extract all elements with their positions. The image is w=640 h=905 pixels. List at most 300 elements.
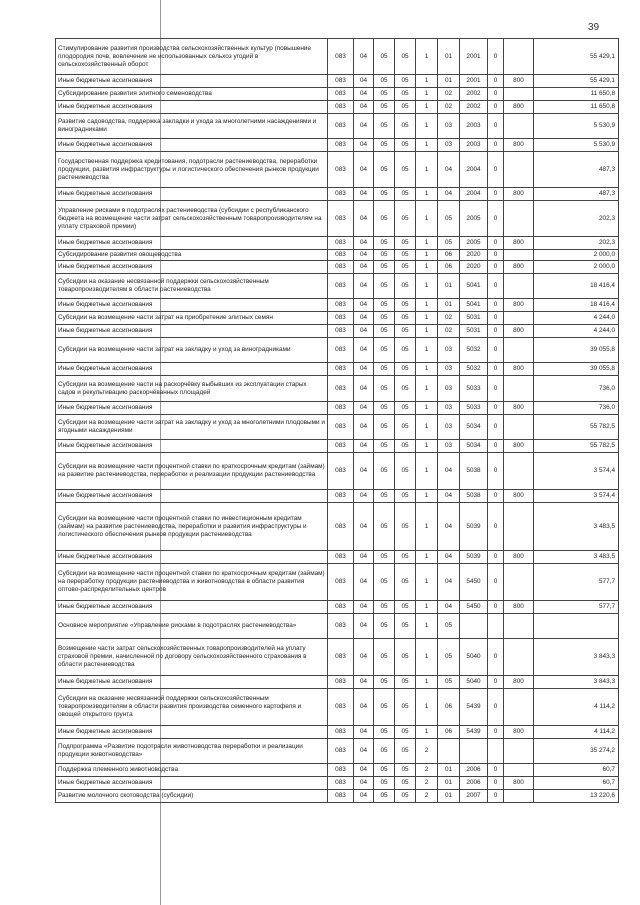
table-cell-amount: 13 220,6 <box>534 790 619 803</box>
table-cell-subsection: 05 <box>374 726 395 739</box>
table-cell-amount: 4 114,2 <box>534 726 619 739</box>
table-cell-subprogram: 1 <box>416 614 438 639</box>
table-cell-direction: 5450 <box>460 601 488 614</box>
table-cell-event: 03 <box>438 363 460 376</box>
table-row <box>56 250 619 261</box>
table-cell-subsection: 05 <box>374 601 395 614</box>
table-cell-expense-type <box>504 415 534 440</box>
table-cell-direction: 2002 <box>460 101 488 114</box>
table-cell-program: 05 <box>395 75 416 88</box>
table-cell-ministry: 083 <box>328 490 354 503</box>
table-cell-direction: 5034 <box>460 440 488 453</box>
table-cell-section: 04 <box>354 188 374 201</box>
table-cell-zero: 0 <box>488 777 504 790</box>
table-cell-subprogram: 1 <box>416 237 438 250</box>
table-cell-zero: 0 <box>488 101 504 114</box>
table-cell-expense-type: 800 <box>504 551 534 564</box>
table-cell-zero: 0 <box>488 250 504 261</box>
table-row <box>56 39 619 75</box>
table-cell-name: Иные бюджетные ассигнования <box>56 261 328 274</box>
table-cell-ministry: 083 <box>328 237 354 250</box>
table-cell-expense-type <box>504 338 534 363</box>
table-row <box>56 415 619 440</box>
table-cell-name: Субсидии на возмещение части на раскорчёвку выбывших из эксплуатации старых садов и рекультивацию раскорчёванных площадей <box>56 376 328 402</box>
table-row <box>56 188 619 201</box>
table-cell-event: 02 <box>438 88 460 101</box>
table-cell-section: 04 <box>354 376 374 402</box>
table-cell-subsection: 05 <box>374 188 395 201</box>
table-cell-name: Стимулирование развития производства сельскохозяйственных культур (повышение плодородия почв, вовлечение не использованных сельхоз угодий в сельскохозяйственный оборот <box>56 39 328 75</box>
table-cell-ministry: 083 <box>328 312 354 325</box>
table-cell-event: 01 <box>438 777 460 790</box>
table-cell-program: 05 <box>395 363 416 376</box>
table-cell-direction: 2006 <box>460 764 488 777</box>
table-cell-direction: 5439 <box>460 726 488 739</box>
table-cell-direction: 5034 <box>460 415 488 440</box>
table-cell-amount: 202,3 <box>534 237 619 250</box>
table-cell-expense-type: 800 <box>504 237 534 250</box>
table-cell-event: 05 <box>438 237 460 250</box>
table-cell-subsection: 05 <box>374 299 395 312</box>
table-cell-section: 04 <box>354 551 374 564</box>
table-cell-subsection: 05 <box>374 139 395 152</box>
table-cell-zero: 0 <box>488 440 504 453</box>
table-cell-subsection: 05 <box>374 764 395 777</box>
table-cell-section: 04 <box>354 564 374 601</box>
table-cell-amount: 11 650,8 <box>534 88 619 101</box>
table-cell-subsection: 05 <box>374 261 395 274</box>
table-cell-amount: 3 843,3 <box>534 676 619 689</box>
table-cell-event: 03 <box>438 376 460 402</box>
table-cell-program: 05 <box>395 676 416 689</box>
table-cell-section: 04 <box>354 250 374 261</box>
table-cell-name: Субсидии на оказание несвязанной поддержки сельскохозяйственным товаропроизводителям в области растениеводства <box>56 274 328 299</box>
table-cell-subsection: 05 <box>374 114 395 139</box>
table-cell-event: 01 <box>438 39 460 75</box>
table-cell-program: 05 <box>395 415 416 440</box>
table-cell-program: 05 <box>395 188 416 201</box>
table-cell-amount: 577,7 <box>534 564 619 601</box>
table-cell-name: Иные бюджетные ассигнования <box>56 237 328 250</box>
table-cell-event: 04 <box>438 551 460 564</box>
table-cell-section: 04 <box>354 490 374 503</box>
table-cell-amount: 4 114,2 <box>534 689 619 726</box>
table-cell-subsection: 05 <box>374 639 395 676</box>
table-cell-zero: 0 <box>488 299 504 312</box>
table-cell-subprogram: 1 <box>416 299 438 312</box>
table-cell-subsection: 05 <box>374 101 395 114</box>
table-cell-program: 05 <box>395 601 416 614</box>
table-cell-expense-type <box>504 250 534 261</box>
table-cell-section: 04 <box>354 363 374 376</box>
table-cell-amount: 55 782,5 <box>534 415 619 440</box>
table-cell-expense-type: 800 <box>504 188 534 201</box>
table-cell-amount: 11 650,8 <box>534 101 619 114</box>
table-cell-zero: 0 <box>488 551 504 564</box>
table-cell-event: 06 <box>438 250 460 261</box>
table-cell-event: 01 <box>438 764 460 777</box>
table-cell-section: 04 <box>354 325 374 338</box>
table-cell-subprogram: 1 <box>416 39 438 75</box>
table-cell-ministry: 083 <box>328 139 354 152</box>
table-row <box>56 764 619 777</box>
table-cell-expense-type <box>504 614 534 639</box>
table-cell-amount: 3 574,4 <box>534 453 619 490</box>
table-cell-zero: 0 <box>488 201 504 237</box>
table-cell-amount: 3 483,5 <box>534 503 619 551</box>
table-cell-ministry: 083 <box>328 790 354 803</box>
table-cell-amount: 35 274,2 <box>534 739 619 764</box>
table-cell-ministry: 083 <box>328 39 354 75</box>
table-cell-zero: 0 <box>488 312 504 325</box>
table-cell-ministry: 083 <box>328 201 354 237</box>
table-cell-expense-type <box>504 453 534 490</box>
table-cell-section: 04 <box>354 764 374 777</box>
table-cell-section: 04 <box>354 453 374 490</box>
table-cell-amount: 202,3 <box>534 201 619 237</box>
table-cell-subprogram: 1 <box>416 88 438 101</box>
table-cell-subprogram: 1 <box>416 551 438 564</box>
table-cell-direction: 2006 <box>460 777 488 790</box>
table-cell-name: Субсидирование развития овощеводства <box>56 250 328 261</box>
table-cell-amount: 3 574,4 <box>534 490 619 503</box>
table-cell-name: Иные бюджетные ассигнования <box>56 601 328 614</box>
table-cell-event: 03 <box>438 415 460 440</box>
table-cell-subsection: 05 <box>374 689 395 726</box>
table-cell-subprogram: 1 <box>416 564 438 601</box>
table-row <box>56 503 619 551</box>
table-row <box>56 402 619 415</box>
table-cell-direction: 5033 <box>460 376 488 402</box>
table-cell-subprogram: 2 <box>416 790 438 803</box>
table-row <box>56 338 619 363</box>
table-cell-subprogram: 2 <box>416 764 438 777</box>
table-cell-direction: 5450 <box>460 564 488 601</box>
table-cell-subsection: 05 <box>374 250 395 261</box>
table-cell-subprogram: 1 <box>416 101 438 114</box>
table-row <box>56 88 619 101</box>
table-cell-ministry: 083 <box>328 564 354 601</box>
table-cell-zero: 0 <box>488 88 504 101</box>
table-cell-expense-type: 800 <box>504 325 534 338</box>
table-cell-amount: 487,3 <box>534 152 619 188</box>
table-cell-zero: 0 <box>488 676 504 689</box>
table-cell-zero: 0 <box>488 564 504 601</box>
table-cell-amount: 3 843,3 <box>534 639 619 676</box>
table-cell-section: 04 <box>354 639 374 676</box>
table-cell-name: Субсидии на возмещение части процентной ставки по краткосрочным кредитам (займам) на переработку продукции растениеводства и животноводства в области развития оптово-распределительных центров <box>56 564 328 601</box>
table-cell-ministry: 083 <box>328 676 354 689</box>
table-cell-zero: 0 <box>488 261 504 274</box>
table-row <box>56 299 619 312</box>
table-cell-subprogram: 1 <box>416 75 438 88</box>
table-cell-subprogram: 1 <box>416 726 438 739</box>
table-row <box>56 490 619 503</box>
table-cell-program: 05 <box>395 453 416 490</box>
table-cell-direction: 2020 <box>460 250 488 261</box>
table-cell-subprogram: 1 <box>416 139 438 152</box>
table-row <box>56 114 619 139</box>
table-cell-subprogram: 1 <box>416 325 438 338</box>
table-row <box>56 639 619 676</box>
table-cell-section: 04 <box>354 739 374 764</box>
table-cell-amount: 55 429,1 <box>534 39 619 75</box>
table-cell-event: 04 <box>438 188 460 201</box>
table-cell-subsection: 05 <box>374 415 395 440</box>
table-cell-name: Управление рисками в подотраслях растениеводства (субсидии с республиканского бюджета на возмещение части затрат сельскохозяйственным товаропроизводителям на уплату страховой премии) <box>56 201 328 237</box>
table-cell-ministry: 083 <box>328 299 354 312</box>
table-cell-zero: 0 <box>488 39 504 75</box>
table-cell-subsection: 05 <box>374 325 395 338</box>
table-cell-section: 04 <box>354 261 374 274</box>
table-cell-zero: 0 <box>488 490 504 503</box>
table-cell-ministry: 083 <box>328 726 354 739</box>
table-cell-name: Субсидии на оказание несвязанной поддержки сельскохозяйственным товаропроизводителям в области развития производства семенного картофеля и овощей открытого грунта <box>56 689 328 726</box>
table-cell-amount: 577,7 <box>534 601 619 614</box>
table-cell-name: Основное мероприятие «Управление рисками в подотраслях растениеводства» <box>56 614 328 639</box>
table-cell-direction <box>460 614 488 639</box>
table-cell-zero <box>488 739 504 764</box>
table-cell-amount: 18 416,4 <box>534 274 619 299</box>
table-cell-subsection: 05 <box>374 453 395 490</box>
table-cell-section: 04 <box>354 101 374 114</box>
table-cell-amount: 5 530,9 <box>534 114 619 139</box>
table-cell-direction <box>460 739 488 764</box>
table-cell-name: Иные бюджетные ассигнования <box>56 402 328 415</box>
table-cell-expense-type <box>504 152 534 188</box>
table-cell-ministry: 083 <box>328 453 354 490</box>
table-row <box>56 440 619 453</box>
table-cell-direction: 5031 <box>460 325 488 338</box>
table-row <box>56 739 619 764</box>
table-cell-expense-type: 800 <box>504 601 534 614</box>
table-cell-direction: 2005 <box>460 237 488 250</box>
table-cell-section: 04 <box>354 312 374 325</box>
table-cell-section: 04 <box>354 440 374 453</box>
table-cell-name: Иные бюджетные ассигнования <box>56 726 328 739</box>
table-cell-subsection: 05 <box>374 440 395 453</box>
table-cell-event: 04 <box>438 453 460 490</box>
table-cell-direction: 5039 <box>460 551 488 564</box>
table-cell-subprogram: 1 <box>416 250 438 261</box>
table-cell-program: 05 <box>395 201 416 237</box>
table-cell-name: Подпрограмма «Развитие подотрасли животноводства переработки и реализации продукции животноводства» <box>56 739 328 764</box>
table-cell-program: 05 <box>395 503 416 551</box>
table-cell-subsection: 05 <box>374 564 395 601</box>
table-cell-zero: 0 <box>488 338 504 363</box>
table-cell-section: 04 <box>354 415 374 440</box>
table-cell-program: 05 <box>395 777 416 790</box>
table-cell-amount: 60,7 <box>534 777 619 790</box>
table-cell-subprogram: 1 <box>416 676 438 689</box>
table-row <box>56 201 619 237</box>
table-cell-zero: 0 <box>488 139 504 152</box>
table-cell-name: Государственная поддержка кредитования, подотрасли растениеводства, переработки продукции, развития инфраструктуры и логистического обеспечения рынков продукции растениеводства <box>56 152 328 188</box>
table-cell-expense-type <box>504 201 534 237</box>
table-cell-subprogram: 1 <box>416 338 438 363</box>
table-cell-zero: 0 <box>488 325 504 338</box>
table-cell-subsection: 05 <box>374 88 395 101</box>
table-cell-program: 05 <box>395 764 416 777</box>
table-cell-ministry: 083 <box>328 376 354 402</box>
table-cell-section: 04 <box>354 726 374 739</box>
table-cell-subprogram: 1 <box>416 114 438 139</box>
table-cell-section: 04 <box>354 614 374 639</box>
table-cell-expense-type: 800 <box>504 139 534 152</box>
table-cell-subprogram: 1 <box>416 453 438 490</box>
table-cell-event: 02 <box>438 325 460 338</box>
table-cell-expense-type: 800 <box>504 261 534 274</box>
table-cell-program: 05 <box>395 274 416 299</box>
table-row <box>56 274 619 299</box>
table-cell-amount: 4 244,0 <box>534 312 619 325</box>
table-cell-expense-type: 800 <box>504 299 534 312</box>
table-cell-event: 04 <box>438 564 460 601</box>
page-number: 39 <box>588 22 600 33</box>
table-cell-expense-type: 800 <box>504 777 534 790</box>
table-row <box>56 376 619 402</box>
table-cell-subprogram: 2 <box>416 739 438 764</box>
table-cell-amount: 736,0 <box>534 376 619 402</box>
table-cell-name: Субсидии на возмещение части процентной ставки по краткосрочным кредитам (займам) на развитие растениеводства, переработки и реализации продукции растениеводства <box>56 453 328 490</box>
table-cell-direction: 5040 <box>460 639 488 676</box>
table-cell-zero: 0 <box>488 376 504 402</box>
table-cell-name: Субсидирование развития элитного семеноводства <box>56 88 328 101</box>
table-cell-direction: 2005 <box>460 201 488 237</box>
table-cell-section: 04 <box>354 88 374 101</box>
table-cell-event: 01 <box>438 75 460 88</box>
table-cell-section: 04 <box>354 152 374 188</box>
table-row <box>56 614 619 639</box>
table-cell-direction: 2004 <box>460 188 488 201</box>
table-cell-program: 05 <box>395 639 416 676</box>
table-cell-name: Иные бюджетные ассигнования <box>56 551 328 564</box>
table-cell-ministry: 083 <box>328 601 354 614</box>
table-row <box>56 777 619 790</box>
table-row <box>56 453 619 490</box>
table-cell-expense-type: 800 <box>504 726 534 739</box>
table-cell-event: 05 <box>438 676 460 689</box>
table-cell-ministry: 083 <box>328 261 354 274</box>
table-cell-direction: 5039 <box>460 503 488 551</box>
table-cell-program: 05 <box>395 790 416 803</box>
table-cell-program: 05 <box>395 739 416 764</box>
table-cell-name: Субсидии на возмещение части затрат на закладку и уход за многолетними плодовыми и ягодными насаждениями <box>56 415 328 440</box>
table-cell-ministry: 083 <box>328 188 354 201</box>
table-cell-subprogram: 2 <box>416 777 438 790</box>
table-cell-expense-type: 800 <box>504 440 534 453</box>
table-cell-program: 05 <box>395 376 416 402</box>
table-cell-event: 01 <box>438 274 460 299</box>
table-cell-expense-type <box>504 689 534 726</box>
table-cell-section: 04 <box>354 601 374 614</box>
table-cell-subprogram: 1 <box>416 601 438 614</box>
table-cell-event: 06 <box>438 689 460 726</box>
table-cell-direction: 2020 <box>460 261 488 274</box>
table-cell-event <box>438 739 460 764</box>
table-cell-event: 03 <box>438 114 460 139</box>
table-cell-ministry: 083 <box>328 402 354 415</box>
table-cell-amount: 2 000,0 <box>534 250 619 261</box>
table-cell-expense-type <box>504 739 534 764</box>
table-cell-expense-type: 800 <box>504 402 534 415</box>
table-cell-expense-type <box>504 639 534 676</box>
table-cell-event: 06 <box>438 726 460 739</box>
table-cell-section: 04 <box>354 338 374 363</box>
table-cell-subsection: 05 <box>374 363 395 376</box>
table-cell-zero: 0 <box>488 453 504 490</box>
table-cell-ministry: 083 <box>328 777 354 790</box>
table-cell-expense-type <box>504 790 534 803</box>
table-cell-section: 04 <box>354 777 374 790</box>
budget-table <box>55 38 619 803</box>
table-cell-direction: 2001 <box>460 75 488 88</box>
table-cell-direction: 5041 <box>460 274 488 299</box>
table-cell-event: 01 <box>438 299 460 312</box>
table-row <box>56 237 619 250</box>
table-cell-name: Возмещение части затрат сельскохозяйственных товаропроизводителей на уплату страховой премии, начисленной по договору сельскохозяйственного страхования в области растениеводства <box>56 639 328 676</box>
table-cell-zero: 0 <box>488 601 504 614</box>
table-cell-subprogram: 1 <box>416 402 438 415</box>
table-cell-direction: 5041 <box>460 299 488 312</box>
table-cell-section: 04 <box>354 299 374 312</box>
table-cell-ministry: 083 <box>328 250 354 261</box>
table-cell-ministry: 083 <box>328 75 354 88</box>
table-cell-amount: 3 483,5 <box>534 551 619 564</box>
table-cell-expense-type <box>504 503 534 551</box>
table-cell-name: Иные бюджетные ассигнования <box>56 325 328 338</box>
table-cell-expense-type <box>504 114 534 139</box>
table-cell-event: 04 <box>438 601 460 614</box>
table-cell-program: 05 <box>395 614 416 639</box>
table-cell-event: 04 <box>438 490 460 503</box>
table-cell-ministry: 083 <box>328 614 354 639</box>
table-cell-subsection: 05 <box>374 551 395 564</box>
table-row <box>56 551 619 564</box>
table-cell-event: 03 <box>438 338 460 363</box>
table-cell-program: 05 <box>395 551 416 564</box>
table-cell-name: Иные бюджетные ассигнования <box>56 188 328 201</box>
table-cell-program: 05 <box>395 237 416 250</box>
table-cell-name: Иные бюджетные ассигнования <box>56 777 328 790</box>
table-cell-subprogram: 1 <box>416 490 438 503</box>
table-cell-program: 05 <box>395 39 416 75</box>
table-cell-subsection: 05 <box>374 39 395 75</box>
table-cell-ministry: 083 <box>328 639 354 676</box>
table-cell-event: 04 <box>438 503 460 551</box>
table-cell-subsection: 05 <box>374 376 395 402</box>
table-cell-name: Иные бюджетные ассигнования <box>56 363 328 376</box>
table-cell-expense-type <box>504 376 534 402</box>
table-cell-section: 04 <box>354 39 374 75</box>
table-cell-zero <box>488 614 504 639</box>
table-cell-event: 03 <box>438 440 460 453</box>
table-cell-program: 05 <box>395 338 416 363</box>
table-cell-program: 05 <box>395 250 416 261</box>
table-cell-ministry: 083 <box>328 689 354 726</box>
table-cell-subprogram: 1 <box>416 188 438 201</box>
table-cell-subprogram: 1 <box>416 639 438 676</box>
table-cell-event: 06 <box>438 261 460 274</box>
table-row <box>56 726 619 739</box>
table-cell-program: 05 <box>395 490 416 503</box>
table-cell-program: 05 <box>395 325 416 338</box>
table-cell-section: 04 <box>354 201 374 237</box>
table-cell-subsection: 05 <box>374 503 395 551</box>
table-cell-ministry: 083 <box>328 503 354 551</box>
table-cell-ministry: 083 <box>328 325 354 338</box>
table-cell-subprogram: 1 <box>416 440 438 453</box>
